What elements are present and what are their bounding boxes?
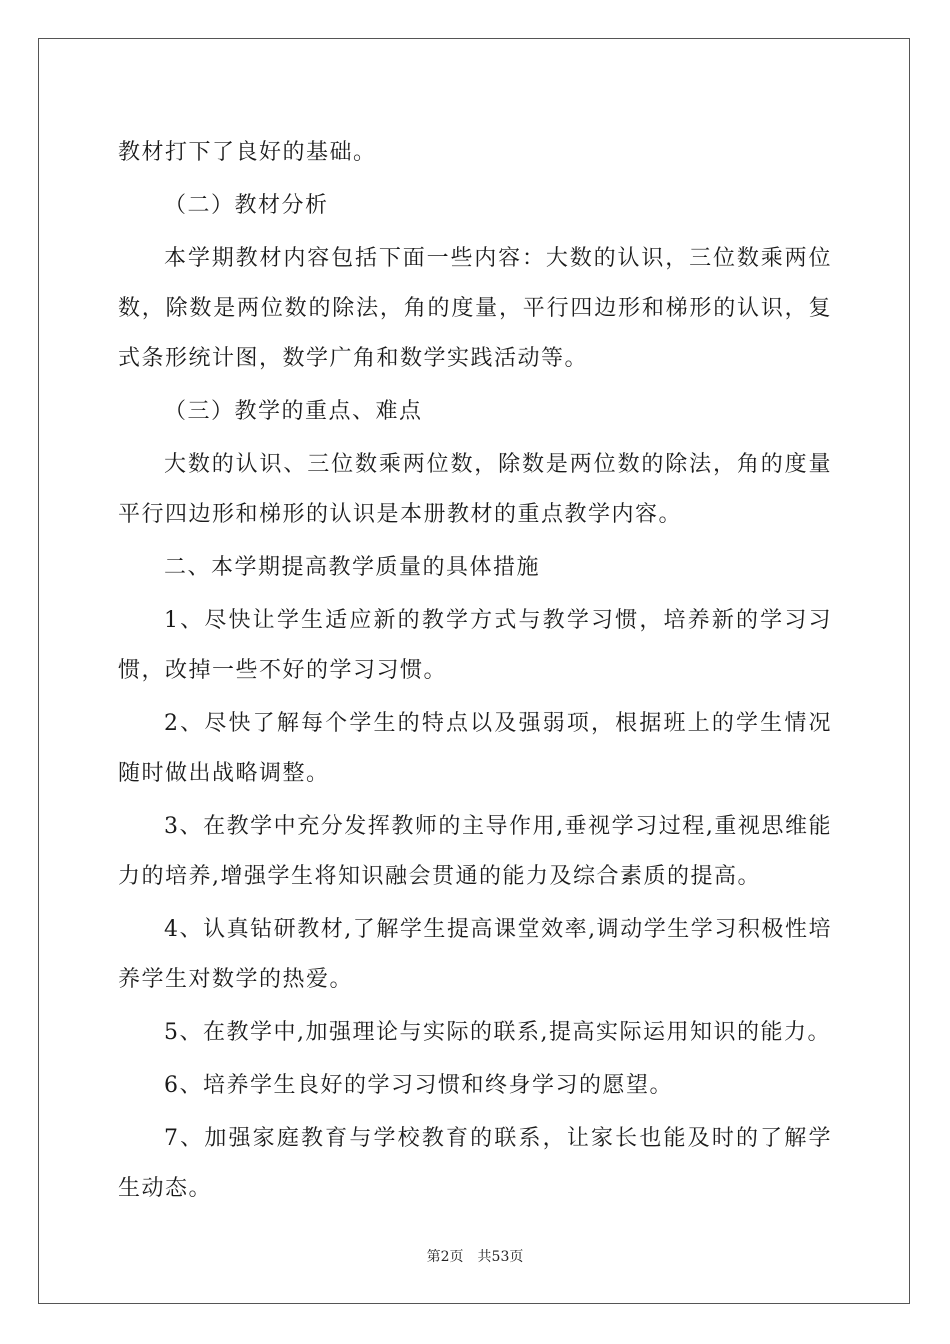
heading-textbook-analysis: （二）教材分析 (164, 193, 329, 218)
list-item-3: 3、在教学中充分发挥教师的主导作用,垂视学习过程,重视思维能力的培养,增强学生将知识融会贯通的能力及综合素质的提高。 (118, 814, 832, 889)
list-item-1: 1、尽快让学生适应新的教学方式与教学习惯，培养新的学习习惯，改掉一些不好的学习习惯。 (118, 608, 832, 683)
document-body (118, 128, 832, 1217)
list-item-6: 6、培养学生良好的学习习惯和终身学习的愿望。 (164, 1073, 673, 1098)
list-item-5: 5、在教学中,加强理论与实际的联系,提高实际运用知识的能力。 (164, 1020, 831, 1045)
list-item-7: 7、加强家庭教育与学校教育的联系，让家长也能及时的了解学生动态。 (118, 1126, 832, 1201)
page-number: 第2页 (426, 1249, 464, 1265)
list-item-2: 2、尽快了解每个学生的特点以及强弱项，根据班上的学生情况随时做出战略调整。 (118, 711, 832, 786)
paragraph-key-points: 大数的认识、三位数乘两位数，除数是两位数的除法，角的度量平行四边形和梯形的认识是本册教材的重点教学内容。 (118, 452, 832, 527)
heading-measures: 二、本学期提高教学质量的具体措施 (164, 555, 541, 580)
list-item-4: 4、认真钻研教材,了解学生提高课堂效率,调动学生学习积极性培养学生对数学的热爱。 (118, 917, 832, 992)
heading-key-points: （三）教学的重点、难点 (164, 399, 423, 424)
page-footer (0, 1246, 950, 1266)
page-total: 共53页 (477, 1249, 524, 1265)
paragraph-0: 教材打下了良好的基础。 (118, 140, 377, 165)
paragraph-textbook-content: 本学期教材内容包括下面一些内容：大数的认识，三位数乘两位数，除数是两位数的除法，角的度量，平行四边形和梯形的认识，复式条形统计图，数学广角和数学实践活动等。 (118, 246, 832, 371)
